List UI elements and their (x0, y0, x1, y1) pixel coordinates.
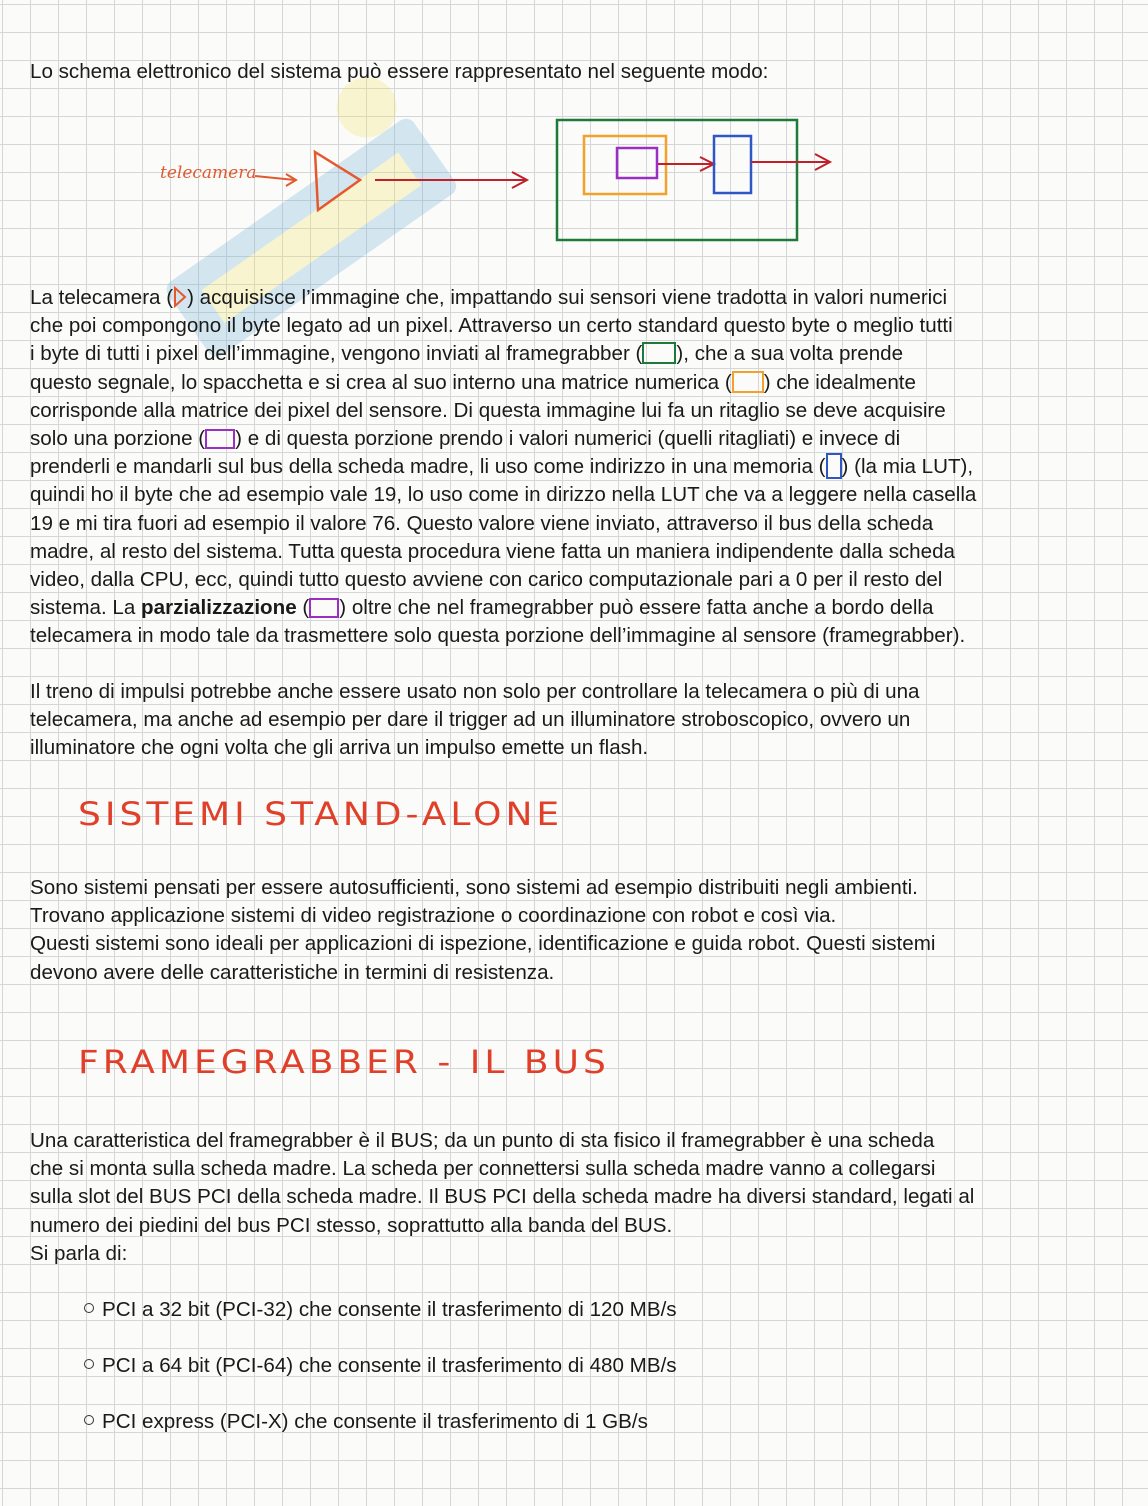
camera-label: telecamera (160, 163, 257, 183)
bullet-circle-icon (84, 1359, 94, 1369)
crop-box (617, 148, 657, 178)
list-item: PCI a 32 bit (PCI-32) che consente il trasferimento di 120 MB/s (84, 1296, 677, 1324)
heading-stand-alone: SISTEMI STAND-ALONE (78, 796, 564, 833)
framegrabber-box-icon (642, 342, 676, 364)
bold-term: parzializzazione (141, 596, 297, 620)
matrix-box (584, 136, 666, 194)
camera-triangle-icon (315, 152, 360, 210)
lut-box-icon (826, 453, 842, 479)
heading-framegrabber-bus: FRAMEGRABBER - IL BUS (78, 1044, 610, 1081)
framegrabber-box (557, 120, 797, 240)
list-item: PCI express (PCI-X) che consente il trasferimento di 1 GB/s (84, 1408, 648, 1436)
signal-arrow (375, 172, 527, 188)
paragraph-trigger: Il treno di impulsi potrebbe anche essere usato non solo per controllare la telecamera o più di una telecamera, ma anche ad esempio per dare il trigger ad un illuminatore stroboscopico, ovvero un illuminatore che ogni volta che gli arriva un impulso emette un flash. (30, 680, 920, 760)
crop-box-icon (309, 598, 339, 618)
crop-box-icon (205, 429, 235, 449)
lut-box (714, 136, 751, 193)
bullet-circle-icon (84, 1303, 94, 1313)
paragraph-stand-alone: Sono sistemi pensati per essere autosufficienti, sono sistemi ad esempio distribuiti negli ambienti. Trovano applicazione sistemi di video registrazione o coordinazione con robot e così via. Questi sistemi sono ideali per applicazioni di ispezione, identificazione e guida robot. Questi sistemi devono avere delle caratteristiche in termini di resistenza. (30, 876, 936, 984)
paragraph-bus: Una caratteristica del framegrabber è il BUS; da un punto di sta fisico il framegrabber è una scheda che si monta sulla scheda madre. La scheda per connettersi sulla scheda madre vanno a collegarsi sulla slot del BUS PCI della scheda madre. Il BUS PCI della scheda madre ha diversi standard, legati al numero dei piedini del bus PCI stesso, soprattutto alla banda del BUS. Si parla di: (30, 1129, 975, 1265)
system-diagram (150, 112, 850, 252)
paragraph-framegrabber: La telecamera ( ) acquisisce l’immagine che, impattando sui sensori viene tradotta in valori numerici che poi compongono il byte legato ad un pixel. Attraverso un certo standard questo byte o meglio tutti i byte di tutti i pixel dell’immagine, vengono inviati al framegrabber ( ), che a sua volta prende questo segnale, lo spacchetta e si crea al suo interno una matrice numerica ( ) che idealmente corrisponde alla matrice dei pixel del sensore. Di questa immagine lui fa un ritaglio se deve acquisire solo una porzione ( ) e di questa porzione prendo i valori numerici (quelli ritagliati) e invece di prenderli e mandarli sul bus della scheda madre, li uso come indirizzo in una memoria ( ) (la mia LUT), quindi ho il byte che ad esempio vale 19, lo uso come in dirizzo nella LUT che va a leggere nella casella 19 e mi tira fuori ad esempio il valore 76. Questo valore viene inviato, attraverso il bus della scheda madre, al resto del sistema. Tutta questa procedura viene fatta un maniera indipendente dalla scheda video, dalla CPU, ecc, quindi tutto questo avviene con carico computazionale pari a 0 per il resto del sistema. La parzializzazione ( ) oltre che nel framegrabber può essere fatta anche a bordo della telecamera in modo tale da trasmettere solo questa porzione dell’immagine al sensore (framegrabber). (30, 286, 977, 648)
camera-triangle-icon (173, 286, 187, 308)
intro-text: Lo schema elettronico del sistema può essere rappresentato nel seguente modo: (30, 60, 769, 83)
list-item: PCI a 64 bit (PCI-64) che consente il trasferimento di 480 MB/s (84, 1352, 677, 1380)
bullet-circle-icon (84, 1415, 94, 1425)
matrix-box-icon (732, 371, 764, 393)
